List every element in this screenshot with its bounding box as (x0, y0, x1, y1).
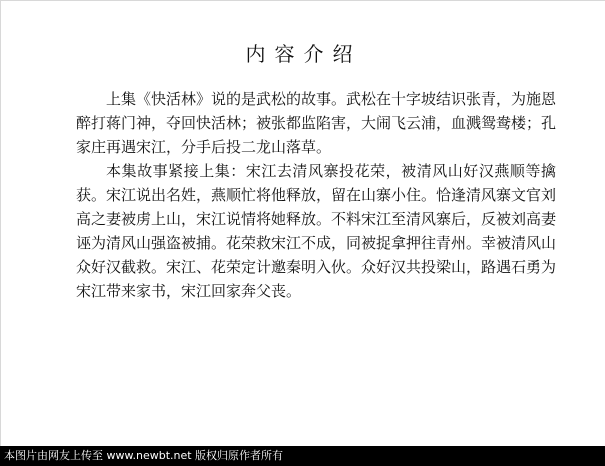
paragraph-previous-episode: 上集《快活林》说的是武松的故事。武松在十字坡结识张青，为施恩醉打蒋门神，夺回快活林；被张都监陷害，大闹飞云浦，血溅鸳鸯楼；孔家庄再遇宋江，分手后投二龙山落草。 (76, 90, 557, 156)
page-title: 内容介绍 (245, 42, 362, 66)
paragraph-this-episode: 本集故事紧接上集：宋江去清风寨投花荣，被清风山好汉燕顺等擒获。宋江说出名姓，燕顺忙将他释放，留在山寨小住。恰逢清风寨文官刘高之妻被虏上山，宋江说情将她释放。不料宋江至清风寨后，反被刘高妻诬为清风山强盗被捕。花荣救宋江不成，同被捉拿押往青州。幸被清风山众好汉截救。宋江、花荣定计邀秦明入伙。众好汉共投梁山，路遇石勇为宋江带来家书，宋江回家奔父丧。 (76, 162, 557, 300)
document-body (76, 87, 556, 303)
watermark-footer: 本图片由网友上传至 www.newbt.net 版权归原作者所有 (0, 446, 605, 466)
